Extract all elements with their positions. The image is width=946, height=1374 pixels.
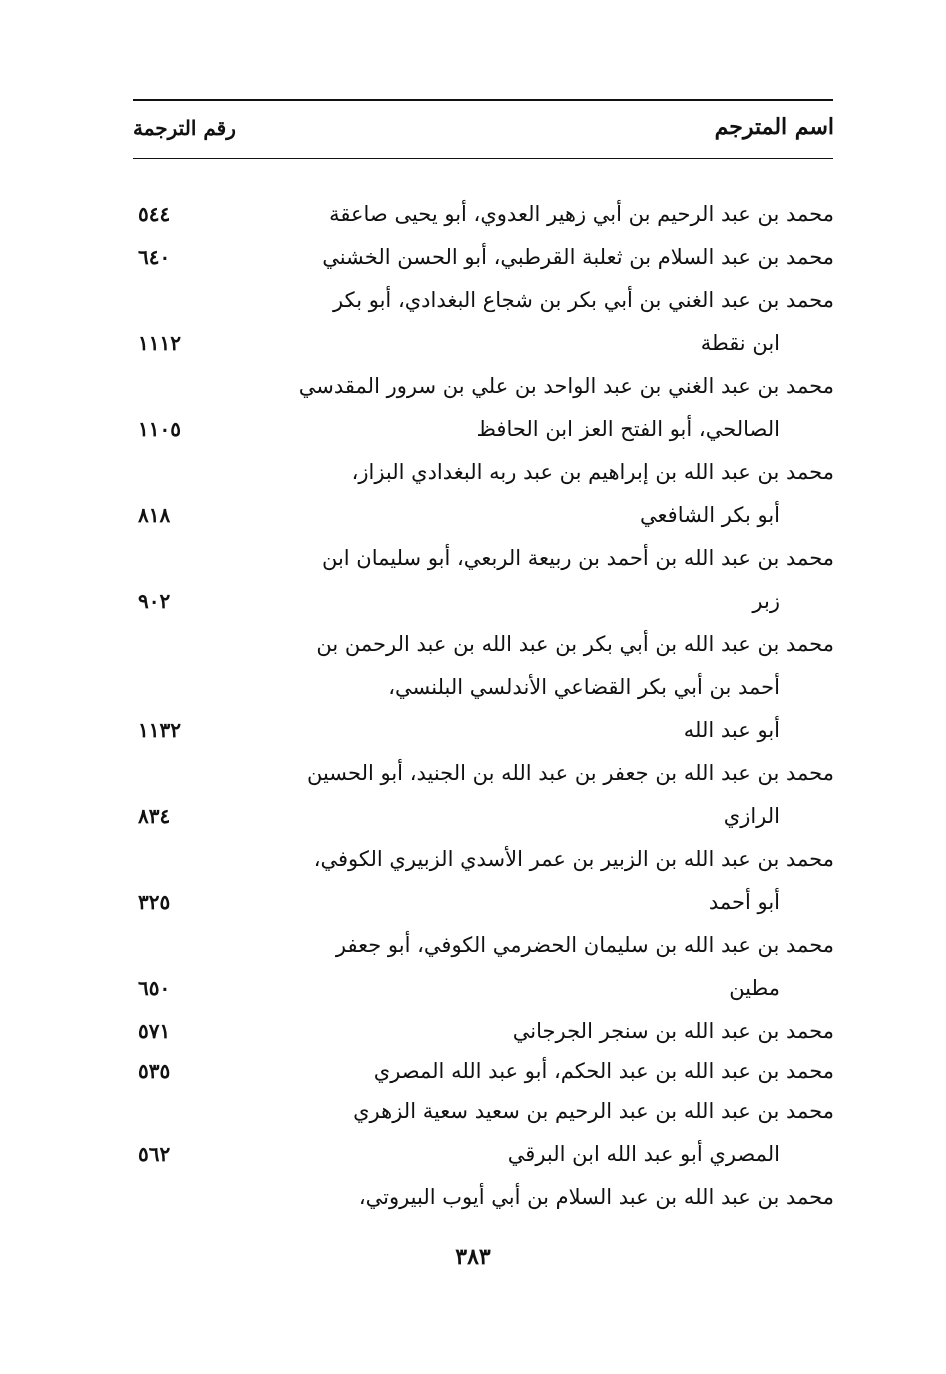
entry-name-line: محمد بن عبد السلام بن ثعلبة القرطبي، أبو الحسن الخشني bbox=[322, 245, 834, 269]
entry-name-line: محمد بن عبد الله بن إبراهيم بن عبد ربه البغدادي البزاز، bbox=[351, 460, 834, 484]
entry-name-continuation: المصري أبو عبد الله ابن البرقي bbox=[507, 1142, 780, 1166]
entry-number: ٩٠٢ bbox=[138, 589, 171, 613]
entry-name-line: محمد بن عبد الله بن أحمد بن ربيعة الربعي، أبو سليمان ابن bbox=[321, 546, 834, 570]
entry-number: ٦٤٠ bbox=[138, 245, 171, 269]
entry-number: ١١٠٥ bbox=[138, 417, 181, 441]
entry-name-continuation: زبر bbox=[752, 589, 780, 613]
entry-name-continuation: أبو أحمد bbox=[708, 890, 780, 914]
entry-number: ١١١٢ bbox=[138, 331, 181, 355]
entry-name-continuation: أبو بكر الشافعي bbox=[640, 503, 780, 527]
entry-name-line: محمد بن عبد الله بن الزبير بن عمر الأسدي الزبيري الكوفي، bbox=[313, 847, 834, 871]
header-rule bbox=[133, 158, 833, 159]
entry-name-line: محمد بن عبد الله بن عبد الرحيم بن سعيد سعية الزهري bbox=[353, 1099, 834, 1123]
entry-number: ١١٣٢ bbox=[138, 718, 181, 742]
entry-name-line: محمد بن عبد الله بن جعفر بن عبد الله بن الجنيد، أبو الحسين bbox=[306, 761, 834, 785]
entry-number: ٥٦٢ bbox=[138, 1142, 171, 1166]
entry-number: ٨١٨ bbox=[138, 503, 171, 527]
entry-name-continuation: أبو عبد الله bbox=[683, 718, 780, 742]
entry-number: ٥٤٤ bbox=[138, 202, 171, 226]
entry-number: ٣٢٥ bbox=[138, 890, 171, 914]
entry-number: ٦٥٠ bbox=[138, 976, 171, 1000]
entry-name-line: محمد بن عبد الله بن عبد السلام بن أبي أيوب البيروتي، bbox=[358, 1185, 834, 1209]
entry-name-continuation: أحمد بن أبي بكر القضاعي الأندلسي البلنسي، bbox=[388, 675, 780, 699]
top-rule bbox=[133, 99, 833, 101]
entry-name-continuation: الرازي bbox=[723, 804, 780, 828]
entry-name-line: محمد بن عبد الغني بن عبد الواحد بن علي بن سرور المقدسي bbox=[298, 374, 834, 398]
entry-number: ٨٣٤ bbox=[138, 804, 171, 828]
entry-number: ٥٧١ bbox=[138, 1019, 171, 1043]
entry-name-line: محمد بن عبد الله بن أبي بكر بن عبد الله بن عبد الرحمن بن bbox=[316, 632, 834, 656]
page-number: ٣٨٣ bbox=[455, 1244, 491, 1270]
entry-name-continuation: ابن نقطة bbox=[700, 331, 780, 355]
entry-name-line: محمد بن عبد الله بن عبد الحكم، أبو عبد الله المصري bbox=[373, 1059, 834, 1083]
entry-name-line: محمد بن عبد الرحيم بن أبي زهير العدوي، أبو يحيى صاعقة bbox=[329, 202, 834, 226]
header-name-column: اسم المترجم bbox=[714, 114, 834, 140]
entry-number: ٥٣٥ bbox=[138, 1059, 171, 1083]
entry-name-continuation: الصالحي، أبو الفتح العز ابن الحافظ bbox=[476, 417, 780, 441]
header-number-column: رقم الترجمة bbox=[133, 116, 236, 140]
entry-name-line: محمد بن عبد الله بن سنجر الجرجاني bbox=[512, 1019, 834, 1043]
entry-name-line: محمد بن عبد الله بن سليمان الحضرمي الكوفي، أبو جعفر bbox=[335, 933, 834, 957]
entry-name-continuation: مطين bbox=[729, 976, 780, 1000]
entry-name-line: محمد بن عبد الغني بن أبي بكر بن شجاع البغدادي، أبو بكر bbox=[333, 288, 834, 312]
